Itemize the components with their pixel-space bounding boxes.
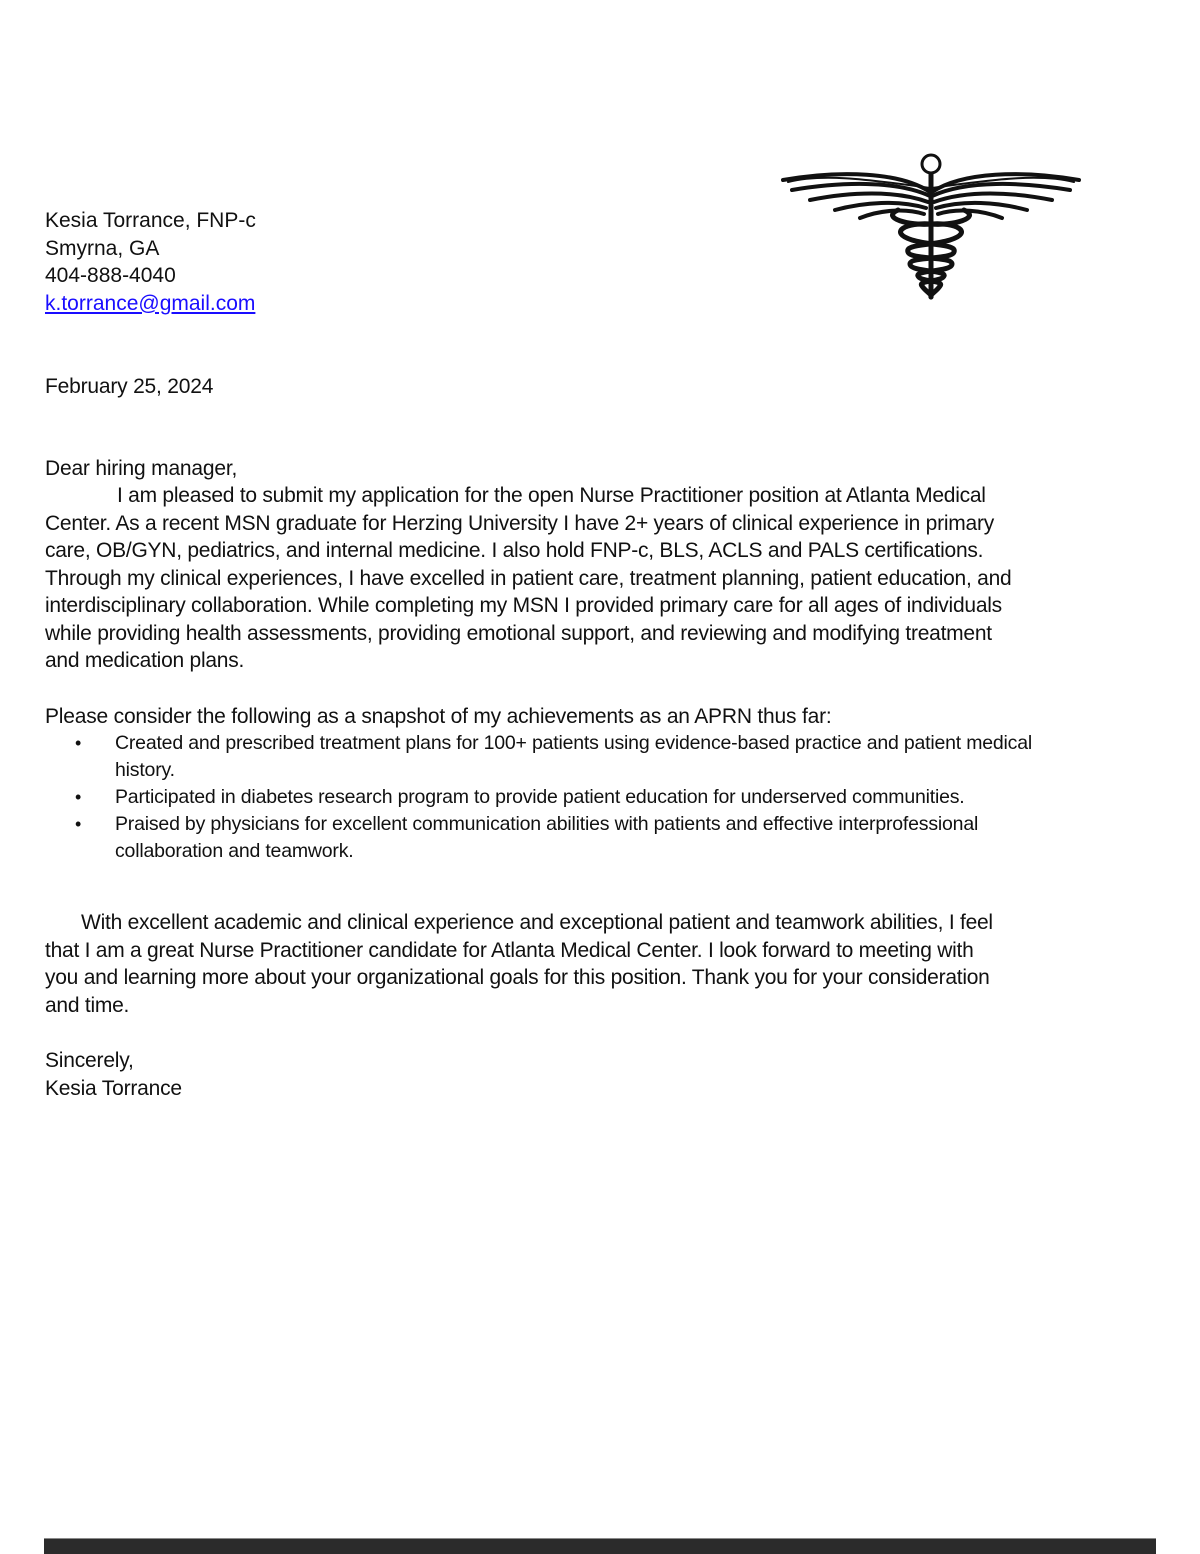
list-item-text: history. bbox=[115, 759, 175, 781]
salutation: Dear hiring manager, bbox=[45, 457, 238, 480]
sender-email-link[interactable]: k.torrance@gmail.com bbox=[45, 291, 256, 315]
bullet-icon: • bbox=[75, 814, 82, 834]
intro-line: care, OB/GYN, pediatrics, and internal medicine. I also hold FNP-c, BLS, ACLS and PALS certifications. bbox=[45, 539, 984, 562]
list-item-text: Created and prescribed treatment plans for 100+ patients using evidence-based practice and patient medical bbox=[115, 732, 1032, 754]
list-item-text: Participated in diabetes research program to provide patient education for underserved communities. bbox=[115, 786, 965, 808]
list-item bbox=[75, 811, 1165, 865]
sender-phone: 404-888-4040 bbox=[45, 264, 176, 287]
list-item-text: Praised by physicians for excellent communication abilities with patients and effective interprofessional bbox=[115, 813, 979, 835]
closing-line: that I am a great Nurse Practitioner candidate for Atlanta Medical Center. I look forward to meeting with bbox=[45, 938, 974, 962]
footer-bar bbox=[44, 1538, 1156, 1554]
closing-line: and time. bbox=[45, 993, 130, 1017]
contact-block bbox=[45, 207, 256, 317]
intro-paragraph bbox=[45, 482, 1160, 675]
signoff-signature: Kesia Torrance bbox=[45, 1077, 182, 1100]
bullet-icon: • bbox=[75, 733, 82, 753]
achievements-intro: Please consider the following as a snapshot of my achievements as an APRN thus far: bbox=[45, 705, 832, 728]
intro-line: Through my clinical experiences, I have excelled in patient care, treatment planning, patient education, and bbox=[45, 566, 1012, 590]
closing-paragraph bbox=[45, 909, 1160, 1019]
intro-line: interdisciplinary collaboration. While completing my MSN I provided primary care for all ages of individuals bbox=[45, 594, 1002, 617]
list-item bbox=[75, 784, 1165, 811]
list-item bbox=[75, 730, 1165, 784]
intro-line: Center. As a recent MSN graduate for Herzing University I have 2+ years of clinical experience in primary bbox=[45, 511, 994, 535]
sender-name: Kesia Torrance, FNP-c bbox=[45, 209, 256, 232]
list-item-text: collaboration and teamwork. bbox=[115, 840, 354, 862]
intro-line: and medication plans. bbox=[45, 649, 245, 672]
bullet-icon: • bbox=[75, 787, 82, 807]
intro-line: while providing health assessments, providing emotional support, and reviewing and modifying treatment bbox=[45, 621, 992, 645]
closing-line: you and learning more about your organizational goals for this position. Thank you for your consideration bbox=[45, 966, 990, 989]
caduceus-icon bbox=[780, 152, 1082, 300]
sender-location: Smyrna, GA bbox=[45, 236, 160, 260]
intro-line: I am pleased to submit my application for the open Nurse Practitioner position at Atlanta Medical bbox=[117, 484, 986, 507]
letter-date: February 25, 2024 bbox=[45, 375, 214, 398]
achievements-list bbox=[75, 730, 1165, 865]
signoff-closing: Sincerely, bbox=[45, 1049, 134, 1072]
closing-line: With excellent academic and clinical experience and exceptional patient and teamwork abilities, I feel bbox=[81, 911, 993, 934]
